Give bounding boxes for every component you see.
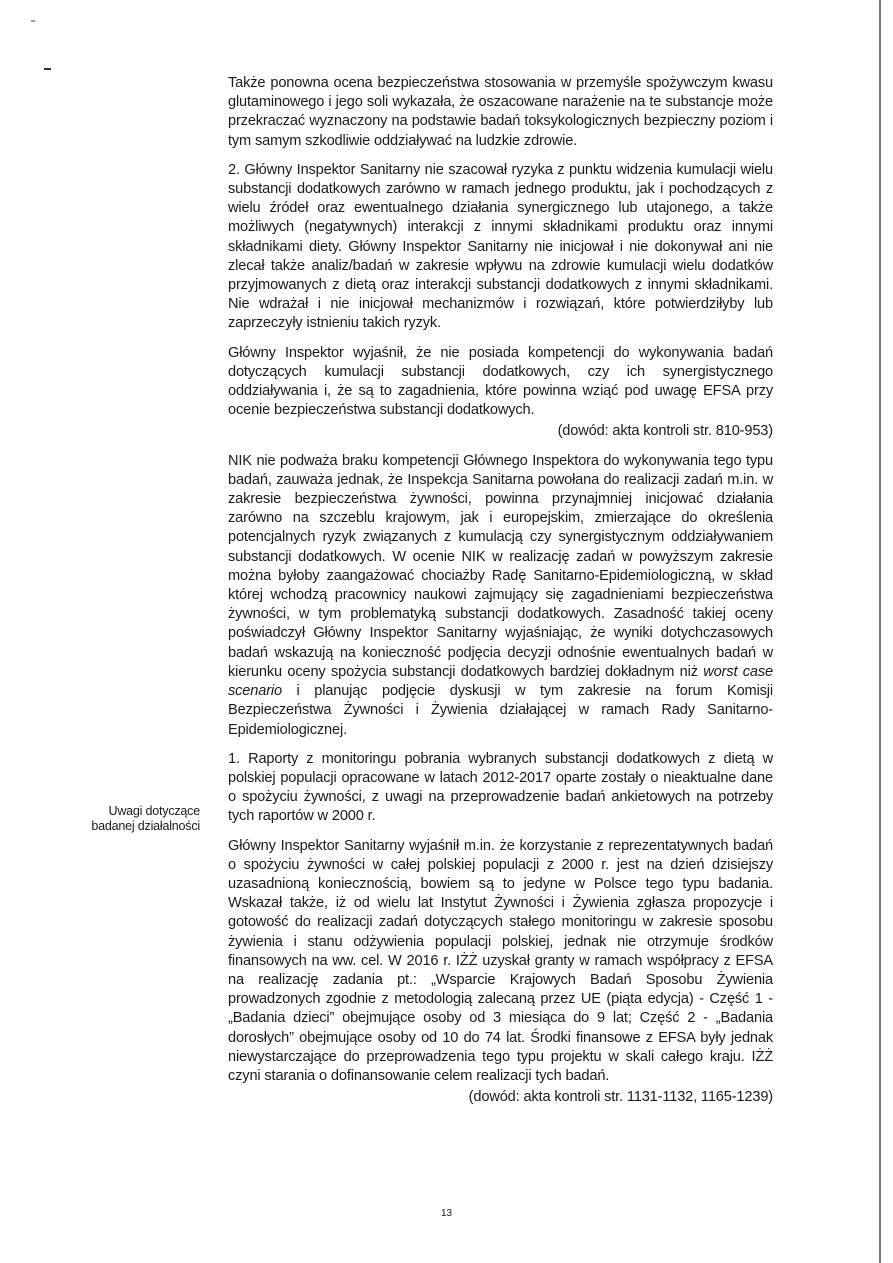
paragraph: 2. Główny Inspektor Sanitarny nie szacował ryzyka z punktu widzenia kumulacji wielu substancji dodatkowych zarówno w ramach jednego produktu, jak i pochodzących z wielu źródeł oraz ewentualnego działania synergicznego lub utajonego, a także możliwych (negatywnych) interakcji z innymi składnikami produktu oraz innymi składnikami diety. Główny Inspektor Sanitarny nie inicjował i nie dokonywał ani nie zlecał także analiz/badań w zakresie wpływu na zdrowie kumulacji wielu dodatków przyjmowanych z dietą oraz interakcji substancji dodatkowych z innymi składnikami. Nie wdrażał i nie inicjował mechanizmów i rozwiązań, które potwierdziłyby lub zaprzeczyły istnieniu takich ryzyk. <box>228 161 773 332</box>
margin-note <box>60 804 200 834</box>
italic-term: worst case scenario <box>228 663 773 700</box>
main-text-column <box>228 74 773 1107</box>
paragraph: Główny Inspektor Sanitarny wyjaśnił m.in. że korzystanie z reprezentatywnych badań o spożyciu żywności w całej polskiej populacji z 2000 r. jest na dzień dzisiejszy uzasadnioną koniecznością, bowiem są to jedyne w Polsce tego typu badania. Wskazał także, iż od wielu lat Instytut Żywności i Żywienia zgłasza propozycje i gotowość do realizacji zadań dotyczących stałego monitoringu w zakresie sposobu żywienia i stanu odżywienia populacji polskiej, jednak nie otrzymuje środków finansowych na ww. cel. W 2016 r. IŻŻ uzyskał granty w ramach współpracy z EFSA na realizację zadania pt.: „Wsparcie Krajowych Badań Sposobu Żywienia prowadzonych zgodnie z metodologią zalecaną przez UE (piąta edycja) - Część 1 - „Badania dzieci” obejmujące osoby od 3 miesiąca do 9 lat; Część 2 - „Badania dorosłych” obejmujące osoby od 10 do 74 lat. Środki finansowe z EFSA były jednak niewystarczające do przeprowadzenia tego typu projektu w skali całego kraju. IŻŻ czyni starania o dofinansowanie celem realizacji tych badań. <box>228 837 773 1084</box>
margin-note-line: Uwagi dotyczące <box>108 804 200 818</box>
paragraph: 1. Raporty z monitoringu pobrania wybranych substancji dodatkowych z dietą w polskiej populacji opracowane w latach 2012-2017 oparte zostały o nieaktualne dane o spożyciu żywności, z uwagi na przeprowadzenie badań ankietowych na potrzeby tych raportów w 2000 r. <box>228 750 773 825</box>
paragraph: Także ponowna ocena bezpieczeństwa stosowania w przemyśle spożywczym kwasu glutaminowego i jego soli wykazała, że oszacowane narażenie na te substancje może przekraczać wyznaczony na podstawie badań toksykologicznych bezpieczny poziom i tym samym szkodliwie oddziaływać na ludzkie zdrowie. <box>228 75 773 149</box>
scan-mark <box>31 20 35 22</box>
evidence-reference: (dowód: akta kontroli str. 810-953) <box>557 423 773 440</box>
page-number: 13 <box>440 1208 453 1219</box>
paragraph-text: i planując podjęcie dyskusji w tym zakresie na forum Komisji Bezpieczeństwa Żywności i Żywienia działającej w ramach Rady Sanitarno-Epidemiologicznej. <box>228 683 773 738</box>
scan-edge-line <box>879 0 881 1263</box>
paragraph-text: NIK nie podważa braku kompetencji Głównego Inspektora do wykonywania tego typu badań, zauważa jednak, że Inspekcja Sanitarna powołana do realizacji zadań m.in. w zakresie bezpieczeństwa żywności, powinna przynajmniej inicjować działania zarówno na szczeblu krajowym, jak i europejskim, zmierzające do określenia potencjalnych ryzyk związanych z kumulacją czy synergistycznym oddziaływaniem substancji dodatkowych. W ocenie NIK w realizację zadań w powyższym zakresie można byłoby zaangażować chociażby Radę Sanitarno-Epidemiologiczną, w skład której wchodzą pracownicy naukowi zajmujący się zagadnieniami bezpieczeństwa żywności, w tym problematyką substancji dodatkowych. Zasadność takiej oceny poświadczył Główny Inspektor Sanitarny wyjaśniając, że wyniki dotychczasowych badań wskazują na konieczność podjęcia decyzji odnośnie ewentualnych badań w kierunku oceny spożycia substancji dodatkowych bardziej dokładnym niż <box>228 452 773 680</box>
paragraph: Główny Inspektor wyjaśnił, że nie posiada kompetencji do wykonywania badań dotyczących kumulacji substancji dodatkowych, czy ich synergistycznego oddziaływania i, że są to zagadnienia, które powinna wziąć pod uwagę EFSA przy ocenie bezpieczeństwa substancji dodatkowych. <box>228 344 773 419</box>
paragraph <box>228 452 773 740</box>
evidence-reference: (dowód: akta kontroli str. 1131-1132, 1165-1239) <box>468 1089 773 1106</box>
margin-note-line: badanej działalności <box>91 819 200 833</box>
scan-mark <box>44 68 51 70</box>
